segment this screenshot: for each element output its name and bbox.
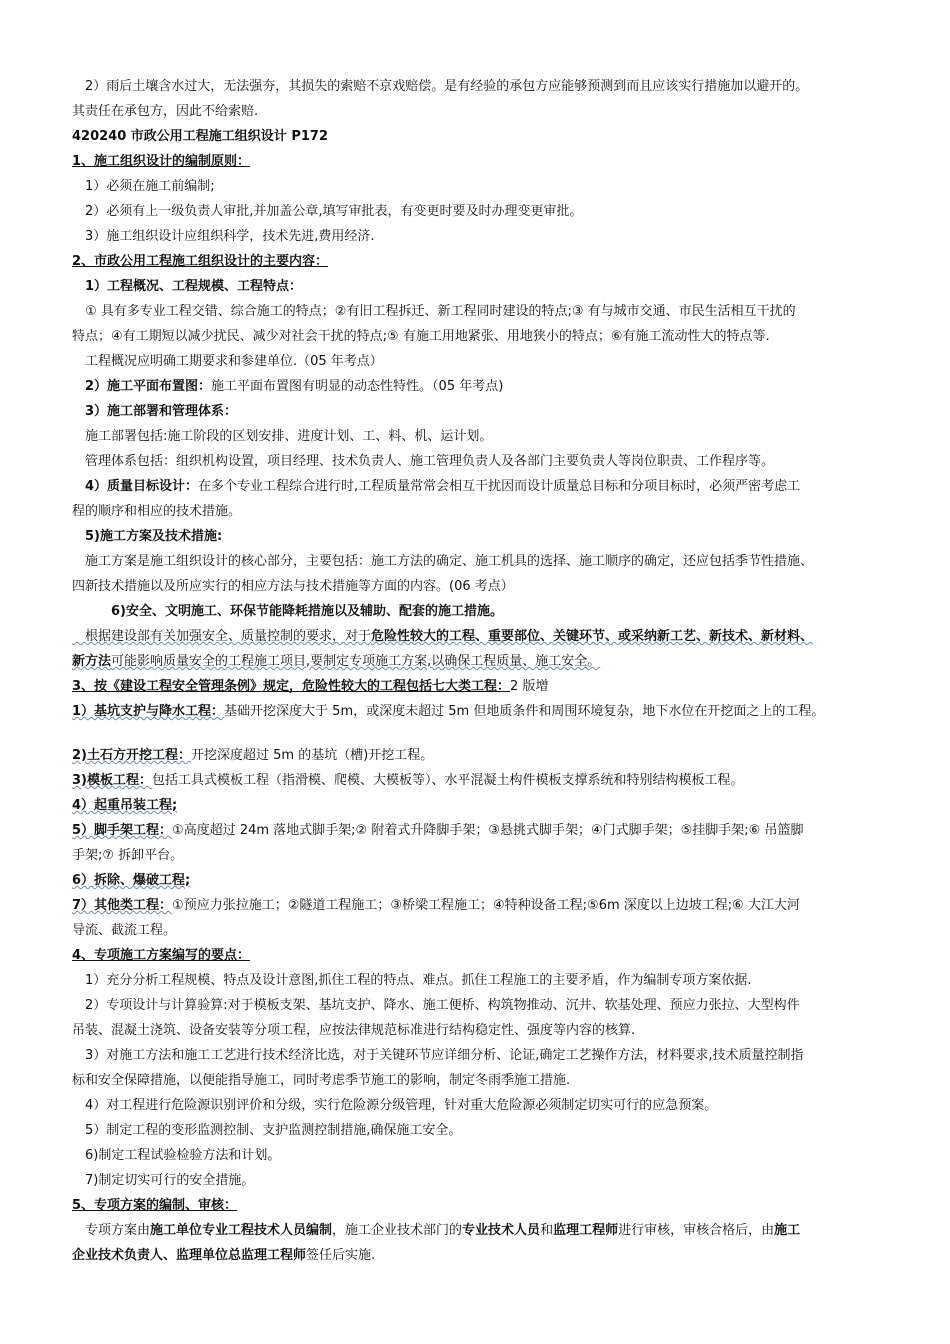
principle-1: 1）必须在施工前编制; <box>72 179 215 194</box>
paragraph-rain-claim-line1: 2）雨后土壤含水过大，无法强夯，其损失的索赔不京戏赔偿。是有经验的承包方应能够预测到而且应该实行措施加以避开的。 <box>72 79 809 94</box>
subheading-deployment: 3）施工部署和管理体系： <box>72 404 238 419</box>
quality-line2: 程的顺序和相应的技术措施。 <box>72 504 242 519</box>
principle-3: 3）施工组织设计应组织科学，技术先进,费用经济. <box>72 229 375 244</box>
item-hoisting: 4）起重吊装工程; <box>72 798 178 813</box>
review-line2: 企业技术负责人、监理单位总监理工程师签任后实施. <box>72 1248 376 1263</box>
section-title: 420240 市政公用工程施工组织设计 P172 <box>72 129 328 144</box>
paragraph-rain-claim-line2: 其责任在承包方，因此不给索赔. <box>72 104 259 119</box>
management-line: 管理体系包括：组织机构设置，项目经理、技术负责人、施工管理负责人及各部门主要负责人等岗位职责、工作程序等。 <box>72 454 775 469</box>
plan-line2: 四新技术措施以及所应实行的相应方法与技术措施等方面的内容。(06 考点） <box>72 579 514 594</box>
item-demolition: 6）拆除、爆破工程; <box>72 873 191 888</box>
heading-principles: 1、施工组织设计的编制原则： <box>72 154 251 169</box>
overview-line1: ① 具有多专业工程交错、综合施工的特点；②有旧工程拆迁、新工程同时建设的特点;③ 有与城市交通、市民生活相互干扰的 <box>72 304 796 319</box>
item-scaffold-line2: 手架;⑦ 拆卸平台。 <box>72 848 184 863</box>
point-1: 1）充分分析工程规模、特点及设计意图,抓住工程的特点、难点。抓住工程施工的主要矛盾，作为编制专项方案依据. <box>72 973 752 988</box>
special-plan-line1: 根据建设部有关加强安全、质量控制的要求，对于危险性较大的工程、重要部位、关键环节、或采纳新工艺、新技术、新材料、 <box>72 629 814 644</box>
point-2-line1: 2）专项设计与计算验算:对于模板支架、基坑支护、降水、施工便桥、构筑物推动、沉井、软基处理、预应力张拉、大型构件 <box>72 998 800 1013</box>
point-3-line1: 3）对施工方法和施工工艺进行技术经济比选，对于关键环节应详细分析、论证,确定工艺操作方法，材料要求,技术质量控制指 <box>72 1048 804 1063</box>
deployment-line: 施工部署包括:施工阶段的区划安排、进度计划、工、料、机、运计划。 <box>72 429 493 444</box>
item-foundation-pit: 1）基坑支护与降水工程：基础开挖深度大于 5m，或深度未超过 5m 但地质条件和周围环境复杂，地下水位在开挖面之上的工程。 <box>72 704 825 719</box>
item-earthwork: 2)土石方开挖工程：开挖深度超过 5m 的基坑（槽)开挖工程。 <box>72 748 434 763</box>
heading-review: 5、专项方案的编制、审核： <box>72 1198 238 1213</box>
point-7: 7)制定切实可行的安全措施。 <box>72 1173 255 1188</box>
quality-line1: 4）质量目标设计：在多个专业工程综合进行时,工程质量常常会相互干扰因而设计质量总目标和分项目标时，必须严密考虑工 <box>72 479 801 494</box>
point-3-line2: 标和安全保障措施，以便能指导施工，同时考虑季节施工的影响，制定冬雨季施工措施. <box>72 1073 571 1088</box>
subheading-plan-measures: 5)施工方案及技术措施: <box>72 529 223 544</box>
item-other-line2: 导流、截流工程。 <box>72 923 177 938</box>
item-formwork: 3)模板工程：包括工具式模板工程（指滑模、爬模、大模板等）、水平混凝土构件模板支撑系统和特别结构模板工程。 <box>72 773 744 788</box>
heading-special-plan-points: 4、专项施工方案编写的要点： <box>72 948 251 963</box>
item-scaffold-line1: 5）脚手架工程：①高度超过 24m 落地式脚手架;② 附着式升降脚手架；③悬挑式脚手架；④门式脚手架；⑤挂脚手架;⑥ 吊篮脚 <box>72 823 804 838</box>
item-other-line1: 7）其他类工程：①预应力张拉施工；②隧道工程施工；③桥梁工程施工；④特种设备工程;⑤6m 深度以上边坡工程;⑥ 大江大河 <box>72 898 800 913</box>
review-line1: 专项方案由施工单位专业工程技术人员编制，施工企业技术部门的专业技术人员和监理工程师进行审核，审核合格后，由施工 <box>72 1223 801 1238</box>
subheading-overview: 1）工程概况、工程规模、工程特点： <box>72 279 303 294</box>
overview-note: 工程概况应明确工期要求和参建单位.（05 年考点） <box>72 354 383 369</box>
point-6: 6)制定工程试验检验方法和计划。 <box>72 1148 281 1163</box>
heading-main-content: 2、市政公用工程施工组织设计的主要内容： <box>72 254 329 269</box>
plan-line1: 施工方案是施工组织设计的核心部分，主要包括：施工方法的确定、施工机具的选择、施工顺序的确定，还应包括季节性措施、 <box>72 554 814 569</box>
point-5: 5）制定工程的变形监测控制、支护监测控制措施,确保施工安全。 <box>72 1123 462 1138</box>
subheading-safety: 6)安全、文明施工、环保节能降耗措施以及辅助、配套的施工措施。 <box>72 604 503 619</box>
point-4: 4）对工程进行危险源识别评价和分级，实行危险源分级管理，针对重大危险源必须制定切实可行的应急预案。 <box>72 1098 718 1113</box>
layout-plan-line: 2）施工平面布置图：施工平面布置图有明显的动态性特性。（05 年考点) <box>72 379 504 394</box>
overview-line2: 特点；④有工期短以减少扰民、减少对社会干扰的特点;⑤ 有施工用地紧张、用地狭小的特点；⑥有施工流动性大的特点等. <box>72 329 770 344</box>
principle-2: 2）必须有上一级负责人审批,并加盖公章,填写审批表，有变更时要及时办理变更审批。 <box>72 204 583 219</box>
special-plan-line2: 新方法可能影响质量安全的工程施工项目,要制定专项施工方案,以确保工程质量、施工安全。 <box>72 654 601 669</box>
heading-dangerous-works: 3、按《建设工程安全管理条例》规定，危险性较大的工程包括七大类工程：2 版增 <box>72 679 549 694</box>
point-2-line2: 吊装、混凝土浇筑、设备安装等分项工程，应按法律规范标准进行结构稳定性、强度等内容的核算. <box>72 1023 636 1038</box>
